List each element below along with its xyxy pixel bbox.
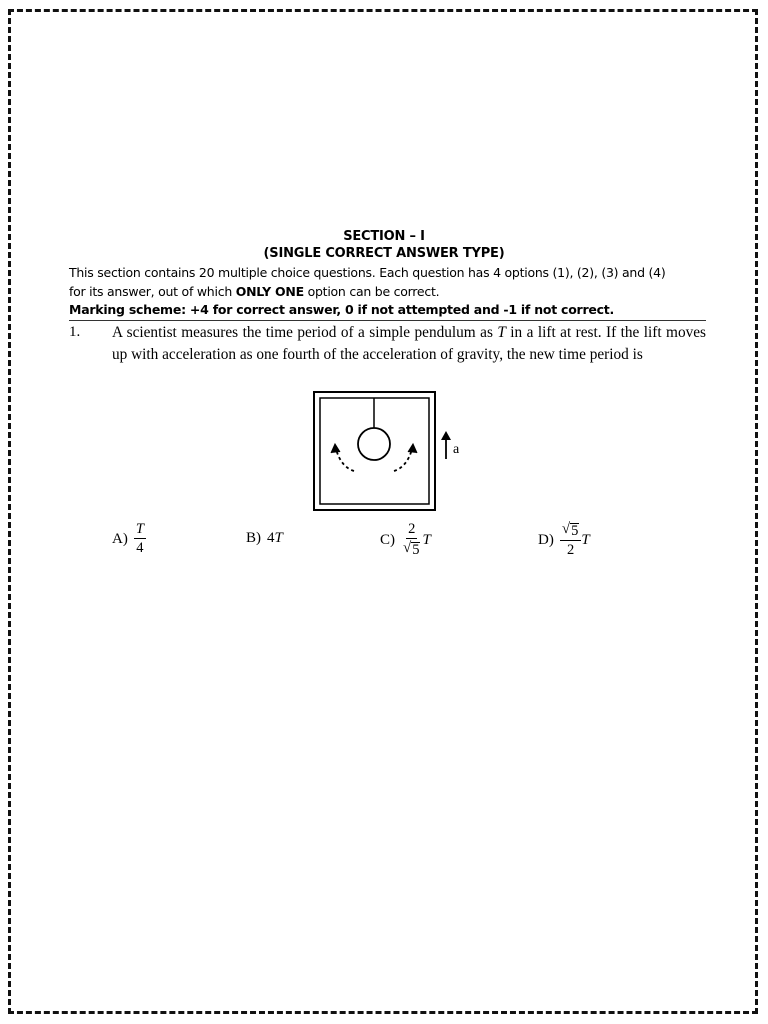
option-d[interactable] xyxy=(538,522,590,558)
option-c-var: T xyxy=(422,531,431,548)
question-text-post: in a lift at rest. If the lift moves up with acceleration as one fourth of the acceleration of gravity, the new time period is xyxy=(112,324,706,363)
question-text-var: T xyxy=(497,324,506,341)
instructions-only-one: ONLY ONE xyxy=(235,284,304,299)
question-number: 1. xyxy=(69,324,81,340)
option-a-fraction xyxy=(134,522,146,556)
swing-arrow-left xyxy=(336,449,354,471)
instructions-line-2-pre: for its answer, out of which xyxy=(69,284,236,299)
option-d-denominator: 2 xyxy=(566,542,575,559)
swing-arrow-right-head xyxy=(408,444,417,453)
question-text-pre: A scientist measures the time period of a simple pendulum as xyxy=(112,324,498,341)
section-title: SECTION – I xyxy=(343,229,425,244)
option-c-denominator xyxy=(401,539,422,558)
marking-scheme: Marking scheme: +4 for correct answer, 0 if not attempted and -1 if not correct. xyxy=(69,302,614,317)
swing-arrow-left-head xyxy=(331,444,340,453)
option-d-radicand: 5 xyxy=(571,523,579,539)
option-b[interactable] xyxy=(246,530,283,547)
option-c-radicand: 5 xyxy=(412,542,420,559)
instructions-line-2-post: option can be correct. xyxy=(303,284,440,299)
option-d-label: D) xyxy=(538,531,554,548)
option-c-sqrt xyxy=(403,541,420,558)
option-b-label: B) xyxy=(246,530,261,546)
option-a-numerator: T xyxy=(134,522,146,539)
option-d-fraction xyxy=(560,522,581,558)
option-d-var: T xyxy=(581,531,590,548)
option-d-numerator xyxy=(560,522,581,541)
option-d-radical-sign: √ xyxy=(561,521,571,537)
option-c-numerator: 2 xyxy=(406,522,417,539)
instructions-line-1: This section contains 20 multiple choice questions. Each question has 4 options (1), (2), (3) and (4) xyxy=(69,265,666,280)
option-a-denominator: 4 xyxy=(136,540,144,557)
option-b-coef: 4 xyxy=(267,530,275,546)
acceleration-arrow-head xyxy=(441,431,451,440)
swing-arrow-right xyxy=(394,449,412,471)
lift-pendulum-figure xyxy=(312,391,472,513)
option-a[interactable] xyxy=(112,522,146,556)
section-subtitle: (SINGLE CORRECT ANSWER TYPE) xyxy=(263,246,505,261)
option-c-radical-sign: √ xyxy=(403,540,412,557)
option-d-sqrt xyxy=(562,522,579,539)
option-c-fraction xyxy=(401,522,422,558)
option-c[interactable] xyxy=(380,522,431,558)
option-b-var: T xyxy=(274,530,283,546)
question-text xyxy=(112,322,706,366)
option-a-label: A) xyxy=(112,530,128,547)
acceleration-label: a xyxy=(453,442,460,457)
pendulum-bob xyxy=(358,428,390,460)
divider-rule xyxy=(69,320,706,321)
option-c-label: C) xyxy=(380,531,395,548)
instructions-line-2 xyxy=(69,284,719,299)
